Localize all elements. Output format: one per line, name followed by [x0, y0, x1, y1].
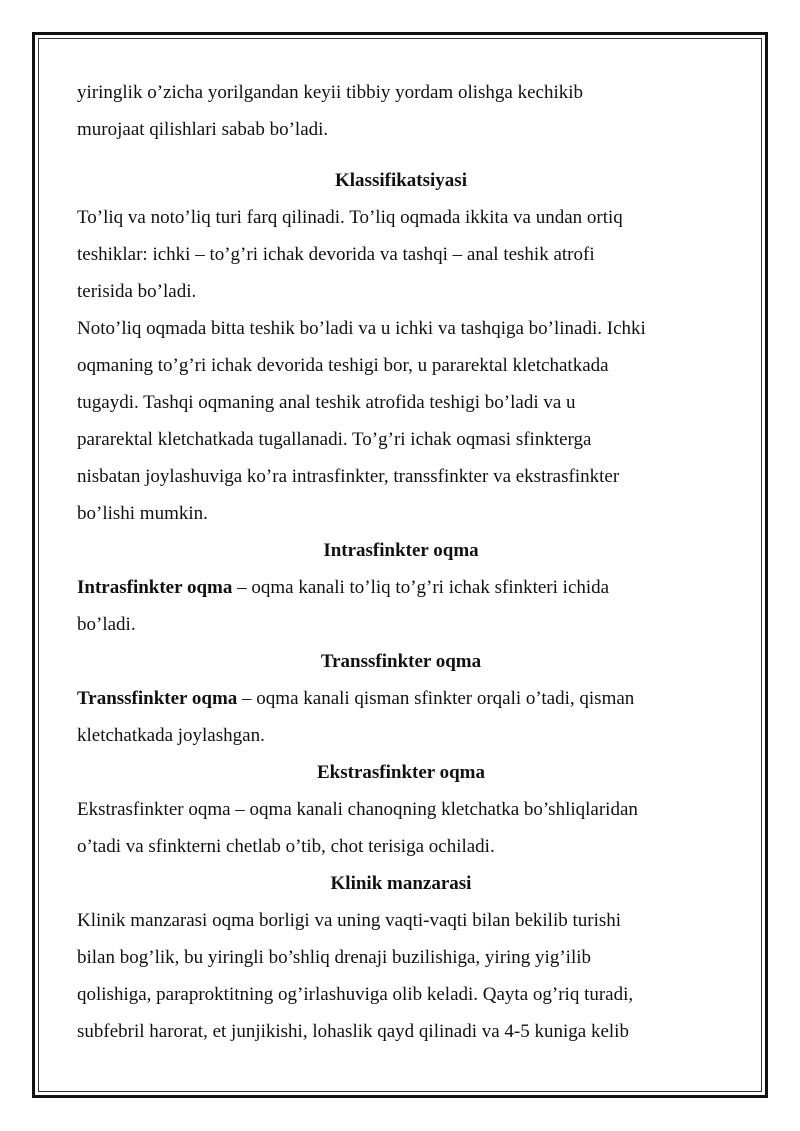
document-body	[77, 74, 725, 1050]
term-transsfinkter: Transsfinkter oqma	[77, 688, 238, 709]
text-line: bo’lishi mumkin.	[77, 503, 208, 524]
text-line: bilan bog’lik, bu yiringli bo’shliq drenaji buzilishiga, yiring yig’ilib	[77, 947, 592, 968]
text-line: o’tadi va sfinkterni chetlab o’tib, chot terisiga ochiladi.	[77, 836, 495, 857]
text-line: Klinik manzarasi oqma borligi va uning vaqti-vaqti bilan bekilib turishi	[77, 910, 622, 931]
text-line: bo’ladi.	[77, 614, 136, 635]
section-heading-transsfinkter: Transsfinkter oqma	[320, 651, 482, 672]
text-line: oqmaning to’g’ri ichak devorida teshigi bor, u pararektal kletchatkada	[77, 355, 609, 376]
definition-text: – oqma kanali qisman sfinkter orqali o’tadi, qisman	[237, 688, 635, 709]
text-line: murojaat qilishlari sabab bo’ladi.	[77, 119, 329, 140]
text-line	[77, 569, 725, 606]
classification-paragraph-1	[77, 199, 725, 310]
definition-text: – oqma kanali to’liq to’g’ri ichak sfinkteri ichida	[232, 577, 610, 598]
text-line: subfebril harorat, et junjikishi, lohaslik qayd qilinadi va 4-5 kuniga kelib	[77, 1021, 629, 1042]
section-heading-ekstrasfinkter: Ekstrasfinkter oqma	[316, 762, 486, 783]
section-heading-clinical: Klinik manzarasi	[330, 873, 472, 894]
text-line: terisida bo’ladi.	[77, 281, 197, 302]
text-line: qolishiga, paraproktitning og’irlashuviga olib keladi. Qayta og’riq turadi,	[77, 984, 634, 1005]
section-heading-intrasfinkter: Intrasfinkter oqma	[323, 540, 479, 561]
text-line: To’liq va noto’liq turi farq qilinadi. To’liq oqmada ikkita va undan ortiq	[77, 207, 623, 228]
text-line: teshiklar: ichki – to’g’ri ichak devorida va tashqi – anal teshik atrofi	[77, 244, 595, 265]
intro-paragraph	[77, 74, 725, 148]
text-line: Ekstrasfinkter oqma – oqma kanali chanoqning kletchatka bo’shliqlaridan	[77, 799, 638, 820]
text-line: tugaydi. Tashqi oqmaning anal teshik atrofida teshigi bo’ladi va u	[77, 392, 576, 413]
clinical-paragraph	[77, 902, 725, 1050]
text-line	[77, 680, 725, 717]
transsfinkter-paragraph	[77, 680, 725, 754]
classification-paragraph-2	[77, 310, 725, 532]
text-line: kletchatkada joylashgan.	[77, 725, 265, 746]
ekstrasfinkter-paragraph	[77, 791, 725, 865]
section-heading-classification: Klassifikatsiyasi	[335, 170, 467, 191]
text-line: nisbatan joylashuviga ko’ra intrasfinkter, transsfinkter va ekstrasfinkter	[77, 466, 620, 487]
intrasfinkter-paragraph	[77, 569, 725, 643]
text-line: Noto’liq oqmada bitta teshik bo’ladi va u ichki va tashqiga bo’linadi. Ichki	[77, 318, 646, 339]
term-intrasfinkter: Intrasfinkter oqma	[77, 577, 233, 598]
text-line: yiringlik o’zicha yorilgandan keyii tibbiy yordam olishga kechikib	[77, 82, 584, 103]
text-line: pararektal kletchatkada tugallanadi. To’g’ri ichak oqmasi sfinkterga	[77, 429, 592, 450]
